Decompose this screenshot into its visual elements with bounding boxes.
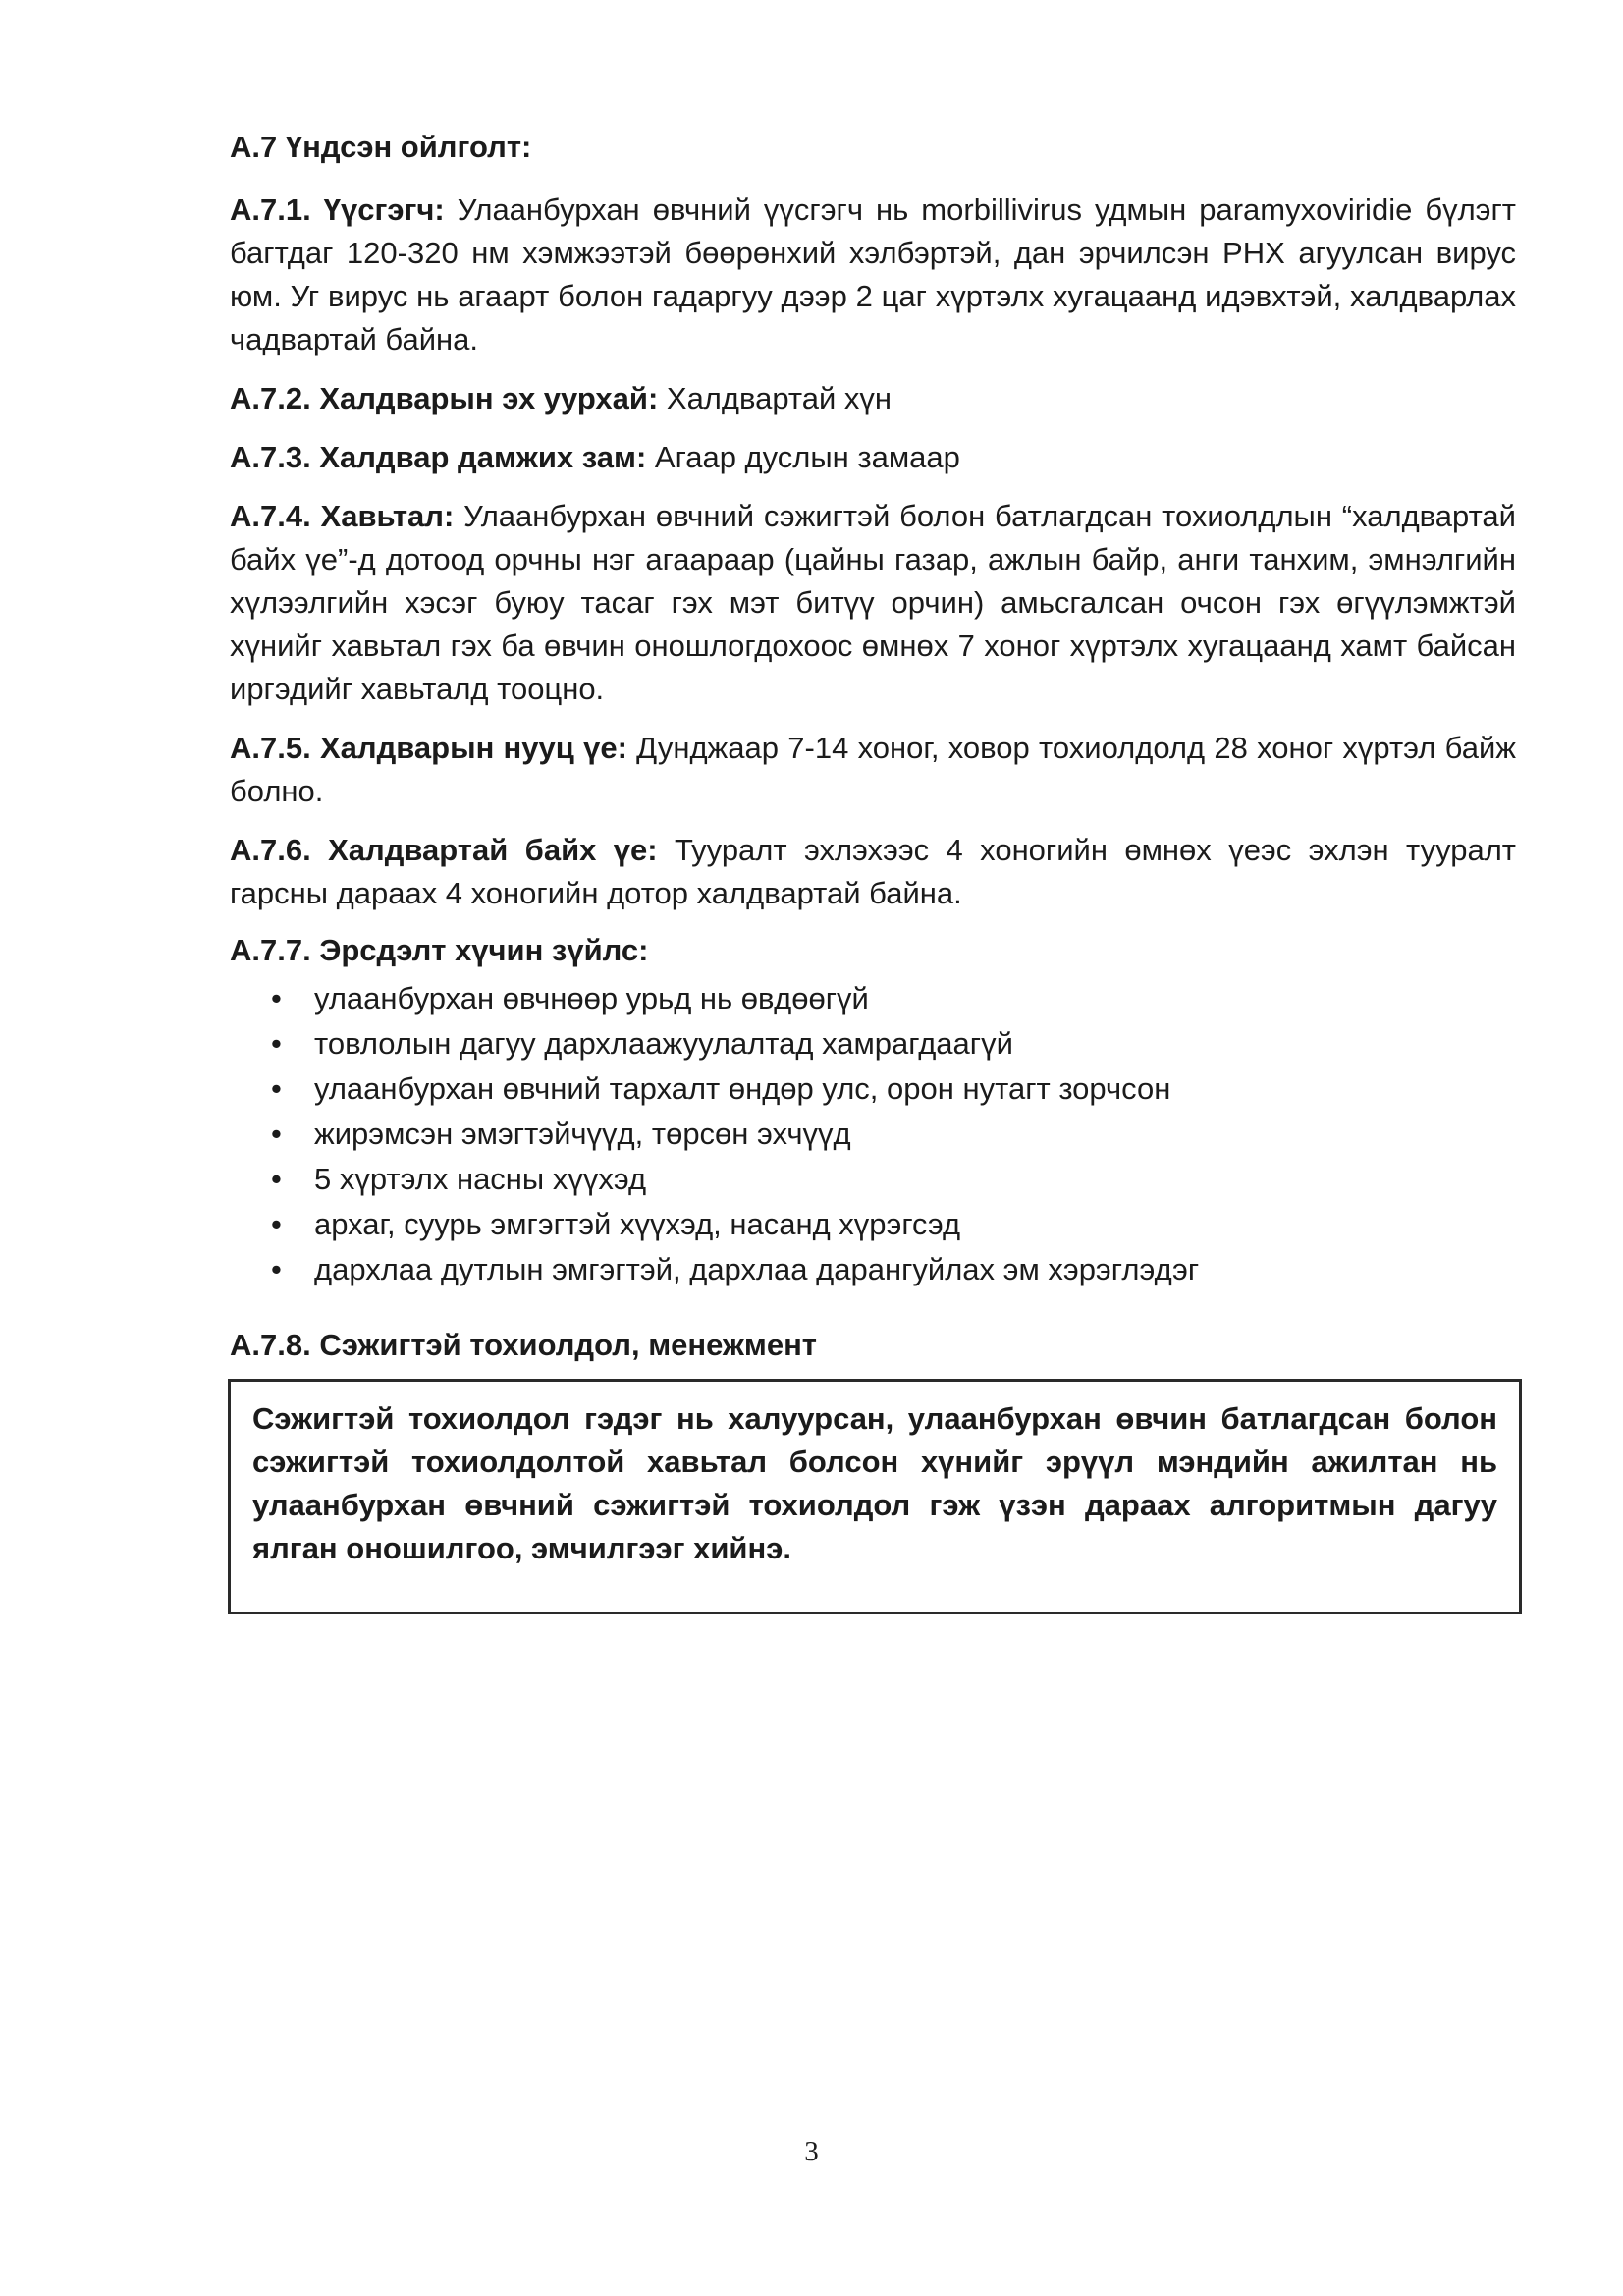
- section-heading: А.7 Үндсэн ойлголт:: [230, 130, 532, 164]
- document-body: [230, 128, 1516, 1614]
- list-item-text: товлолын дагуу дархлаажуулалтад хамрагдаагүй: [314, 1026, 1013, 1061]
- definition-label: А.7.4. Хавьтал:: [230, 499, 455, 533]
- list-item: [271, 1247, 1516, 1292]
- list-item-text: 5 хүртэлх насны хүүхэд: [314, 1162, 647, 1196]
- bullet-icon: •: [271, 1162, 282, 1196]
- definition-text: Халдвартай хүн: [658, 381, 893, 415]
- definition-text: Улаанбурхан өвчний үүсгэгч нь morbillivirus удмын paramyxoviridie бүлэгт багтдаг 120-320 нм хэмжээтэй бөөрөнхий хэлбэртэй, дан эрчилсэн РНХ агуулсан вирус юм. Уг вирус нь агаарт болон гадаргуу дээр 2 цаг хүртэлх хугацаанд идэвхтэй, халдварлах чадвартай байна.: [230, 192, 1516, 356]
- suspected-case-definition-box: Сэжигтэй тохиолдол гэдэг нь халуурсан, улаанбурхан өвчин батлагдсан болон сэжигтэй тохиолдолтой хавьтал болсон хүнийг эрүүл мэндийн ажилтан нь улаанбурхан өвчний сэжигтэй тохиолдол гэж үзэн дараах алгоритмын дагуу ялган оношилгоо, эмчилгээг хийнэ.: [228, 1379, 1522, 1614]
- list-item: [271, 1112, 1516, 1157]
- definition-label: А.7.6. Халдвартай байх үе:: [230, 833, 658, 867]
- bullet-icon: •: [271, 1207, 282, 1241]
- definition-infectious-period: [230, 829, 1516, 915]
- definition-text: Агаар дуслын замаар: [646, 440, 960, 474]
- definition-text: Дунджаар 7-14 хоног, ховор тохиолдолд 28 хоног хүртэл байж болно.: [230, 731, 1516, 808]
- list-item: [271, 1066, 1516, 1112]
- list-item-text: улаанбурхан өвчнөөр урьд нь өвдөөгүй: [314, 981, 869, 1015]
- definition-transmission-route: [230, 436, 1516, 479]
- bullet-icon: •: [271, 1117, 282, 1151]
- page-number: 3: [804, 2136, 819, 2167]
- bullet-icon: •: [271, 1071, 282, 1106]
- management-heading: А.7.8. Сэжигтэй тохиолдол, менежмент: [230, 1328, 817, 1362]
- definition-label: А.7.1. Үүсгэгч:: [230, 192, 445, 227]
- definition-label: А.7.5. Халдварын нууц үе:: [230, 731, 627, 765]
- definition-causative-agent: [230, 189, 1516, 361]
- list-item: [271, 976, 1516, 1021]
- risk-factors-heading: А.7.7. Эрсдэлт хүчин зүйлс:: [230, 933, 649, 967]
- list-item-text: архаг, суурь эмгэгтэй хүүхэд, насанд хүрэгсэд: [314, 1207, 961, 1241]
- list-item: [271, 1021, 1516, 1066]
- list-item: [271, 1157, 1516, 1202]
- list-item-text: дархлаа дутлын эмгэгтэй, дархлаа дарангуйлах эм хэрэглэдэг: [314, 1252, 1200, 1286]
- bullet-icon: •: [271, 1252, 282, 1286]
- list-item-text: улаанбурхан өвчний тархалт өндөр улс, орон нутагт зорчсон: [314, 1071, 1171, 1106]
- bullet-icon: •: [271, 981, 282, 1015]
- definition-label: А.7.2. Халдварын эх уурхай:: [230, 381, 659, 415]
- list-item-text: жирэмсэн эмэгтэйчүүд, төрсөн эхчүүд: [314, 1117, 851, 1151]
- bullet-icon: •: [271, 1026, 282, 1061]
- definition-infection-source: [230, 377, 1516, 420]
- definition-incubation-period: [230, 727, 1516, 813]
- list-item: [271, 1202, 1516, 1247]
- definition-text: Тууралт эхлэхээс 4 хоногийн өмнөх үеэс эхлэн тууралт гарсны дараах 4 хоногийн дотор халдвартай байна.: [230, 833, 1516, 910]
- definition-text: Улаанбурхан өвчний сэжигтэй болон батлагдсан тохиолдлын “халдвартай байх үе”-д дотоод орчны нэг агаараар (цайны газар, ажлын байр, анги танхим, эмнэлгийн хүлээлгийн хэсэг буюу тасаг гэх мэт битүү орчин) амьсгалсан очсон гэх өгүүлэмжтэй хүнийг хавьтал гэх ба өвчин оношлогдохоос өмнөх 7 хоног хүртэлх хугацаанд хамт байсан иргэдийг хавьталд тооцно.: [230, 499, 1516, 706]
- definition-label: А.7.3. Халдвар дамжих зам:: [230, 440, 647, 474]
- risk-factors-list: [230, 976, 1516, 1292]
- definition-contact: [230, 495, 1516, 711]
